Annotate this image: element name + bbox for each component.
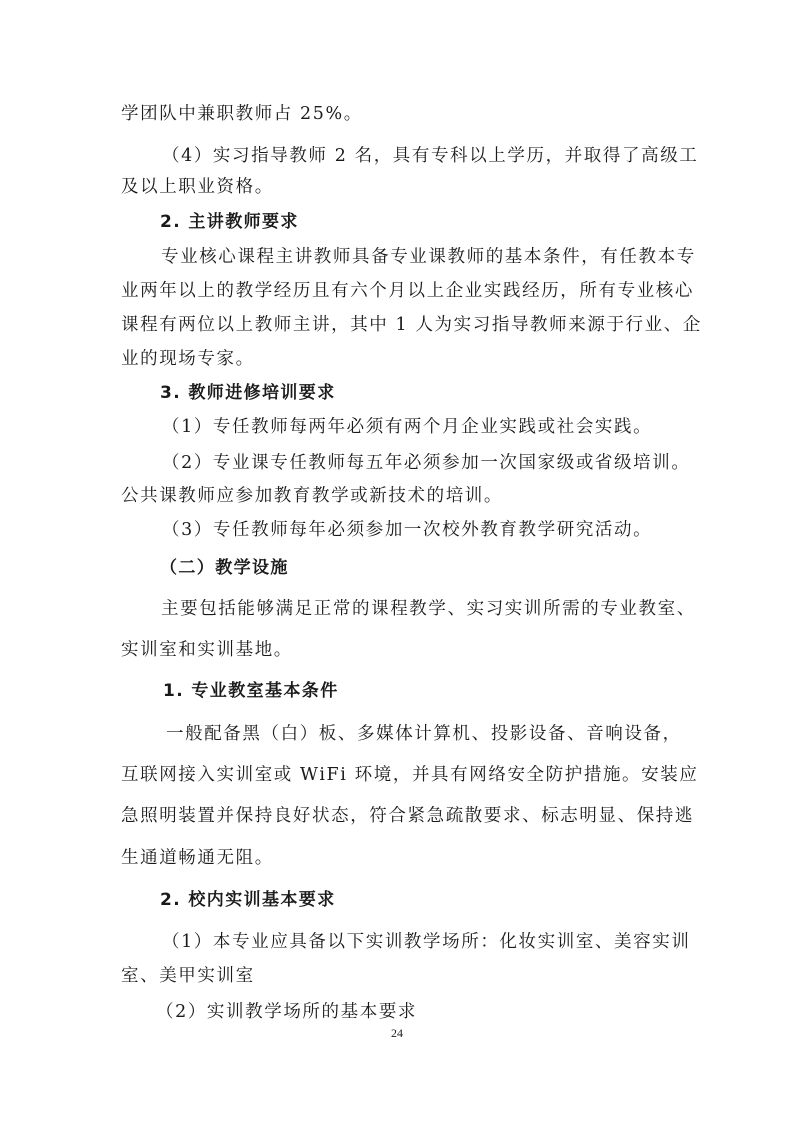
- body-text-line: 一般配备黑（白）板、多媒体计算机、投影设备、音响设备，: [166, 724, 682, 744]
- page-number: 24: [391, 1026, 403, 1040]
- body-text-line: 公共课教师应参加教育教学或新技术的培训。: [121, 486, 503, 506]
- section-heading: （二）教学设施: [160, 558, 289, 578]
- body-text-line: 专业核心课程主讲教师具备专业课教师的基本条件，有任教本专: [161, 247, 696, 267]
- body-text-line: 主要包括能够满足正常的课程教学、实习实训所需的专业教室、: [161, 599, 696, 619]
- body-text-line: （3）专任教师每年必须参加一次校外教育教学研究活动。: [162, 520, 653, 540]
- body-text-line: （1）本专业应具备以下实训教学场所：化妆实训室、美容实训: [162, 932, 691, 952]
- section-heading: 2. 校内实训基本要求: [160, 890, 336, 910]
- body-text-line: 互联网接入实训室或 WiFi 环境，并具有网络安全防护措施。安装应: [121, 765, 699, 785]
- section-heading: 1. 专业教室基本条件: [163, 681, 339, 701]
- body-text-line: （2）专业课专任教师每五年必须参加一次国家级或省级培训。: [162, 453, 691, 473]
- section-heading: 3. 教师进修培训要求: [160, 383, 336, 403]
- body-text-line: （1）专任教师每两年必须有两个月企业实践或社会实践。: [162, 417, 653, 437]
- body-text-line: 室、美甲实训室: [121, 966, 255, 986]
- body-text-line: （4）实习指导教师 2 名，具有专科以上学历，并取得了高级工: [162, 146, 699, 166]
- body-text-line: 业两年以上的教学经历且有六个月以上企业实践经历，所有专业核心: [121, 281, 694, 301]
- body-text-line: （2）实训教学场所的基本要求: [156, 1002, 418, 1022]
- body-text-line: 生通道畅通无阻。: [121, 848, 274, 868]
- body-text-line: 业的现场专家。: [121, 349, 255, 369]
- body-text-line: 急照明装置并保持良好状态，符合紧急疏散要求、标志明显、保持逃: [121, 806, 694, 826]
- section-heading: 2. 主讲教师要求: [160, 212, 299, 232]
- body-text-line: 实训室和实训基地。: [121, 640, 293, 660]
- body-text-line: 及以上职业资格。: [121, 177, 274, 197]
- body-text-line: 学团队中兼职教师占 25%。: [121, 104, 363, 124]
- body-text-line: 课程有两位以上教师主讲，其中 1 人为实习指导教师来源于行业、企: [121, 315, 702, 335]
